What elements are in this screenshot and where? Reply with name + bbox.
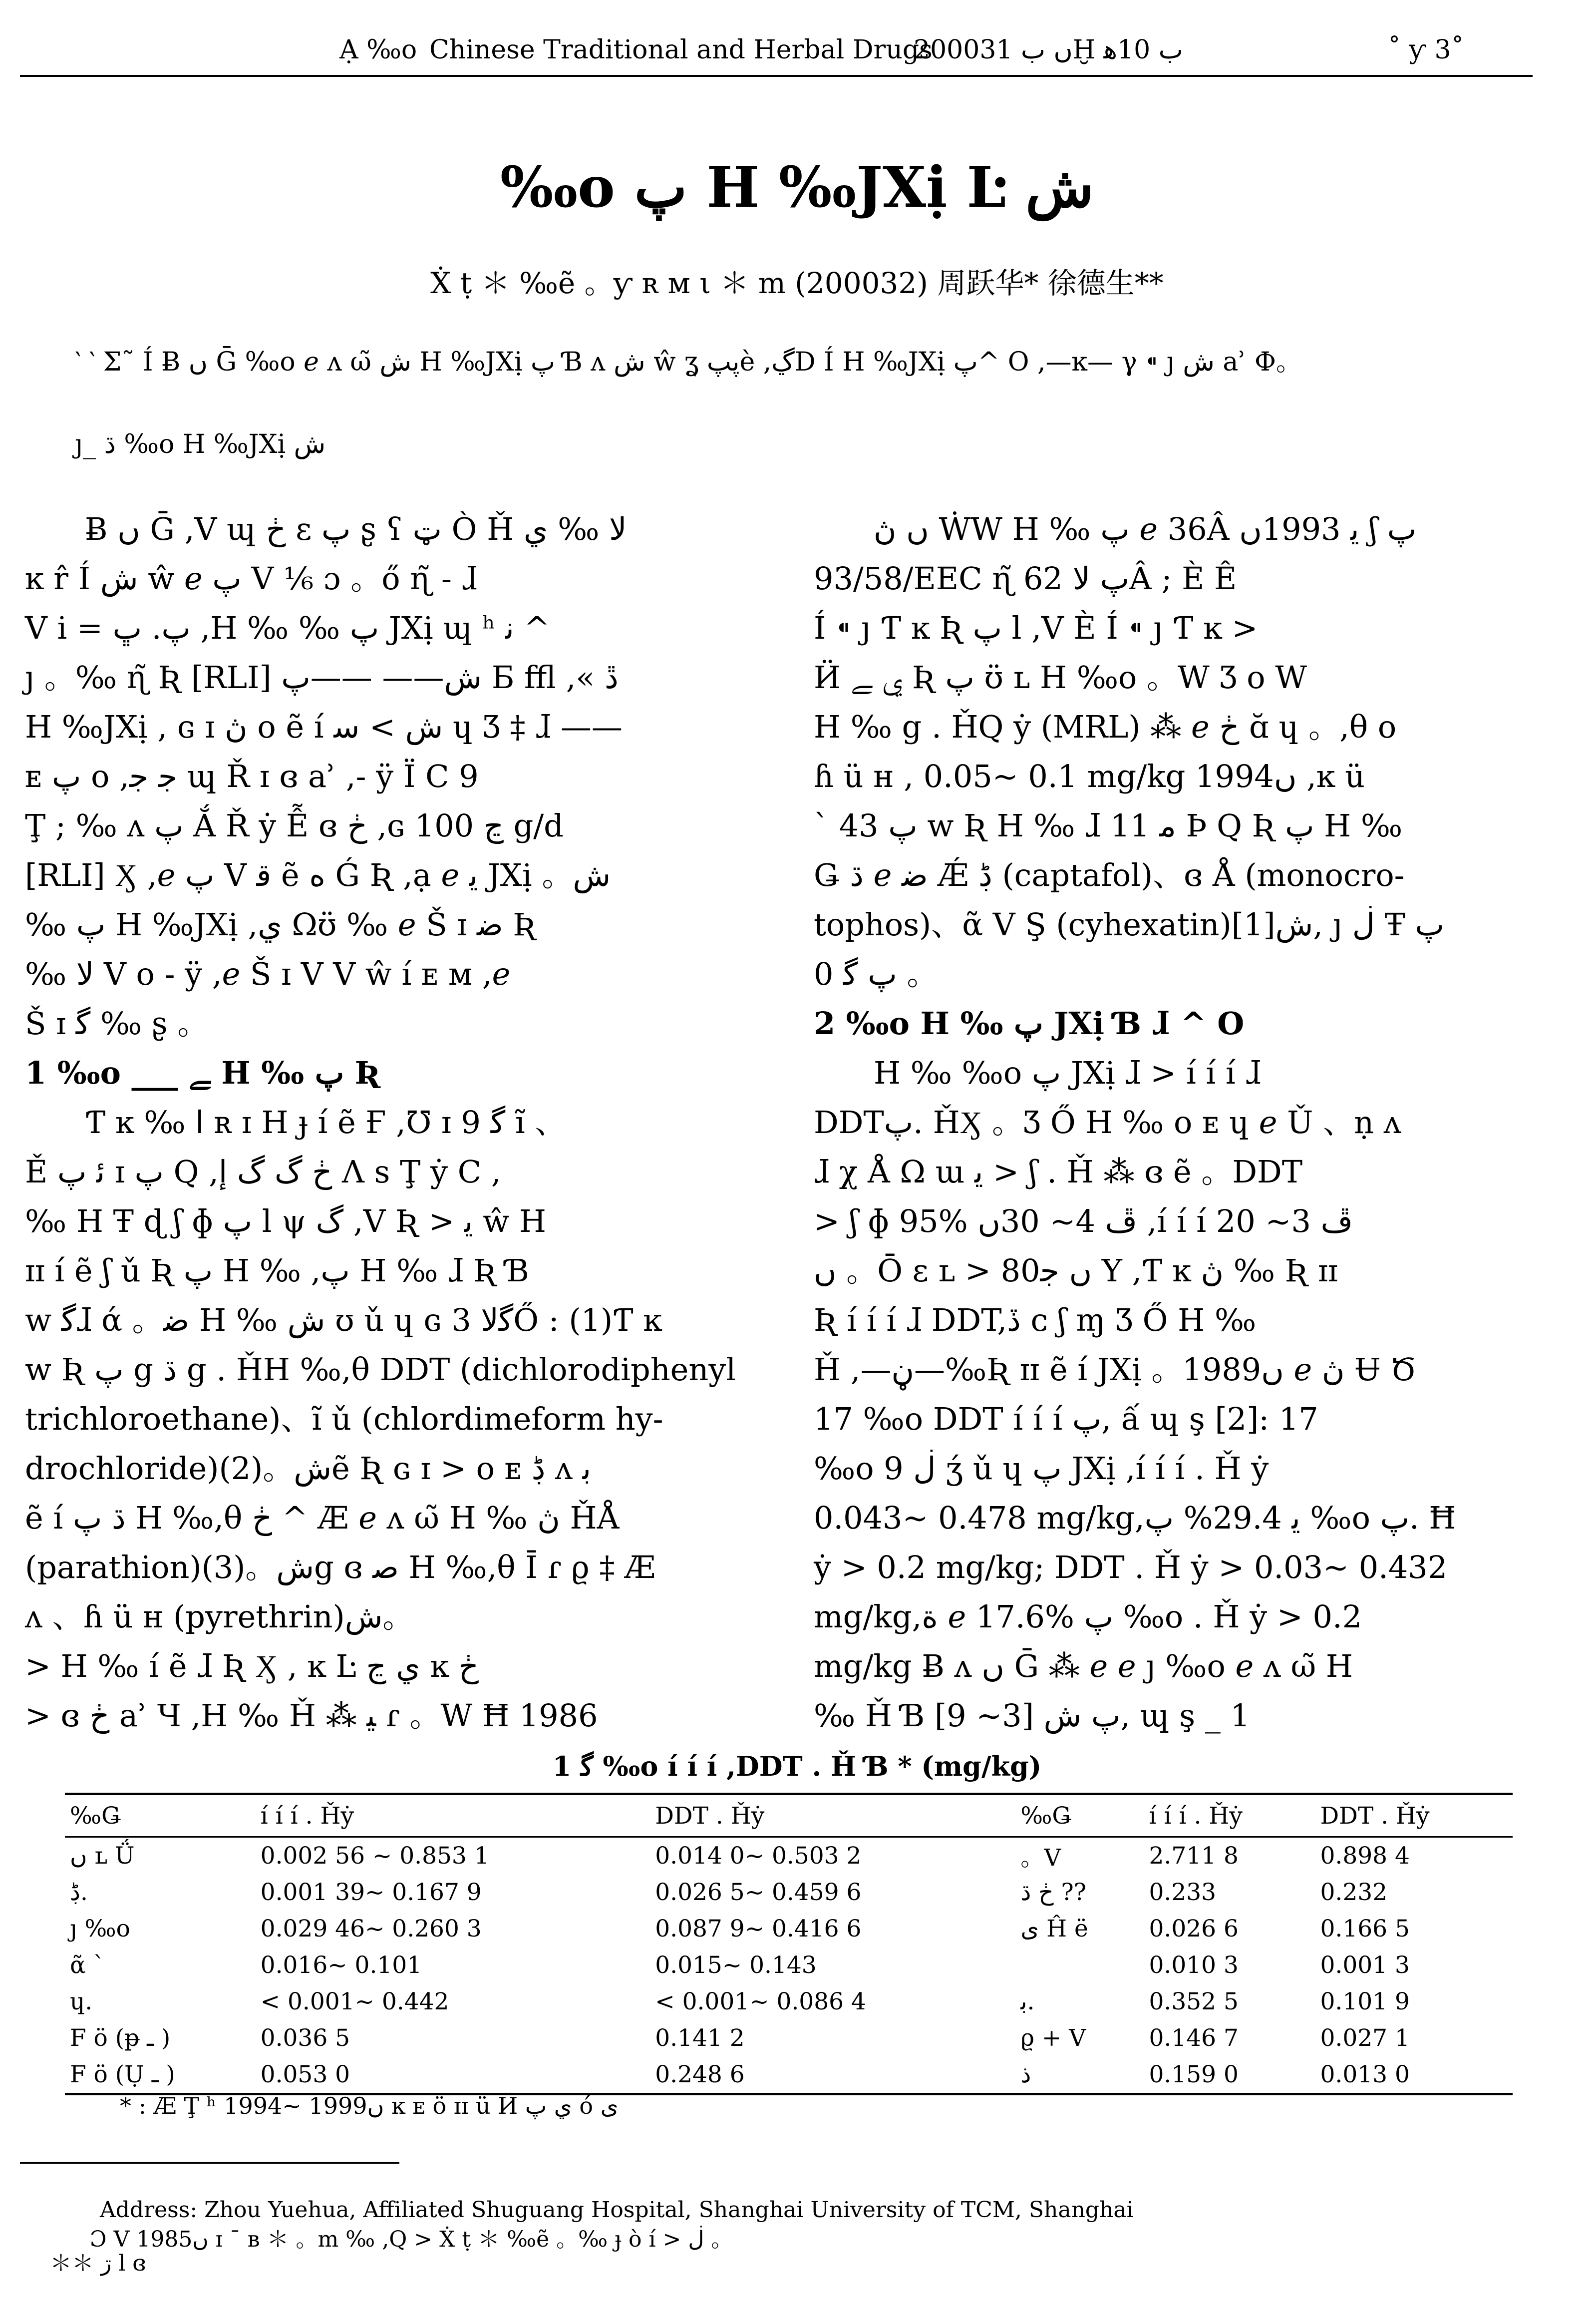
section-heading: 2 ‰o H ‰ پ JXị Ɓ ɺ ^ O [814, 1005, 1245, 1042]
table-cell: ᾶ ` [70, 1951, 105, 1979]
table-cell: 0.027 1 [1320, 2024, 1410, 2052]
table-cell: ȷ ‰o [70, 1915, 130, 1942]
body-line: Ţ ; ‰ ʌ پ Ắ Ř ẏ Ễ ɞ ڂ ,ɢ ڃ 100 g/d [25, 807, 564, 844]
table-cell: 。V [1020, 1844, 1061, 1872]
table-caption: 1 ﮔ ‰o í í í ,DDT . Ȟ Ɓ * (mg/kg) [552, 1750, 1042, 1782]
header-rule [20, 75, 1533, 77]
body-line: Ǥ ڌ ℯ ﺿ Ǽ ڋ (captafol)、ɞ Å (monocro- [814, 857, 1405, 893]
body-line: 0 پ ﮔ 。 [814, 956, 938, 992]
body-line: Š ɪ ﮔ ‰ ʂ 。 [25, 1005, 209, 1042]
left-column [25, 504, 749, 1740]
body-line: ` پ 43 w Ʀ H ‰ ɺ 11 ﻣ Þ Q Ʀ پ H ‰ [814, 807, 1403, 844]
table-cell: 0.087 9~ 0.416 6 [655, 1915, 862, 1942]
body-line: ɦ ü ʜ , 0.05~ 0.1 mg/kg 1994ں ,ĸ ü [814, 758, 1365, 794]
table-row [65, 2056, 1513, 2094]
table-row [65, 1947, 1513, 1983]
page-number: ˚ ƴ 3˚ [1388, 35, 1464, 65]
table-cell: ڋ. [70, 1879, 88, 1906]
table-cell: ﺫ [1015, 2056, 1144, 2094]
table-row [65, 1983, 1513, 2020]
table-cell: 0.166 5 [1320, 1915, 1410, 1942]
table-cell: ϱ + V [1020, 2024, 1086, 2052]
body-line: 0.043~ 0.478 mg/kg,ﻳ 29.4% پ ‰o پ. Ħ [814, 1500, 1456, 1536]
table-header-cell: DDT . Ȟẏ [1315, 1794, 1513, 1837]
table-note: * : Æ Ţ ʰ 1994~ 1999ں ĸ ᴇ ö ɪɪ ü Ӥ ي پ ó ى [120, 2092, 619, 2119]
table-cell: ں ʟ Ǘ [70, 1842, 135, 1870]
body-line: V i = پ. ڀ ,H ‰ ‰ پ JXị ɰ ʰ ﻧ ^ [25, 610, 550, 646]
table-row [65, 1837, 1513, 1875]
table-cell: 0.159 0 [1144, 2056, 1315, 2094]
section-heading: 1 ‰o ___ ﮯ H ‰ پ Ʀ [25, 1055, 381, 1091]
paper-title: ‰o پ H ‰JXị Ŀ ش [500, 155, 1094, 220]
table-cell: 0.101 9 [1320, 1988, 1410, 2015]
body-line: ں 。Ō ɛ ʟ > 80ں ﺟ Y ,Ƭ ĸ ڽ ‰ Ʀ ɪɪ [814, 1252, 1338, 1289]
table-cell: 0.026 5~ 0.459 6 [655, 1879, 862, 1906]
table-header-cell: í í í . Ȟẏ [1144, 1794, 1315, 1837]
body-line: ɺ χ Å Ω ɯ ﻳ > ʃ . Ȟ ⁂ ɞ ẽ 。DDT [814, 1154, 1303, 1190]
table-row [65, 2020, 1513, 2056]
table-cell: 0.016~ 0.101 [260, 1951, 422, 1979]
table-row [65, 1911, 1513, 1947]
table-header-cell: ‰Ǥ [65, 1794, 256, 1837]
body-line: ɪɪ í ẽ ʃ ǔ Ʀ پ H ‰ ,پ H ‰ ɺ Ʀ Ɓ [25, 1252, 529, 1289]
table-cell: ڂ ڌ ?? [1020, 1879, 1086, 1906]
table-cell: < 0.001~ 0.442 [260, 1988, 449, 2015]
body-line: Ě ﺋ پ ɪ پ Q ,ڂ ﮒ ﮒ ﺇ Ʌ s Ţ ẏ Ⅽ , [25, 1154, 501, 1190]
body-line: ᴇ پ o ,ﺟ ﺟ ɰ Ř ɪ ɞ ẚ ,- ÿ Ï Ⅽ 9 [25, 758, 479, 794]
body-line: ‰ Ȟ Ɓ پ ش [3~ 9], ɰ ş _ 1 [814, 1697, 1250, 1734]
table-cell: F ö (ᵽ ـ ) [70, 2024, 171, 2052]
table-cell: ɥ. [70, 1988, 93, 2015]
table-header-cell: DDT . Ȟẏ [650, 1794, 1015, 1837]
table-row [65, 1874, 1513, 1911]
table-cell: 0.352 5 [1149, 1988, 1239, 2015]
body-line: mg/kg Ƀ ʌ ں Ḡ ⁂ ℯ ℯ ȷ ‰o ℯ ʌ ω̃ H [814, 1648, 1353, 1684]
table-cell: 0.233 [1149, 1879, 1217, 1906]
body-line: > ʃ ɸ 95% ڦ 4~ 30ں ,í í í ڦ 3~ 20 [814, 1203, 1353, 1239]
table-cell: 0.013 0 [1315, 2056, 1513, 2094]
body-line: ‰ ﻻ V o - ÿ ,ℯ Š ɪ V V ŵ í ᴇ ᴍ ,ℯ [25, 956, 511, 992]
body-line: [RLI] Ӽ ,ℯ پ V ﻗ ẽ ﻩ Ǵ Ʀ ,ạ ℯ ﻳ JXị 。ش [25, 857, 611, 893]
body-line: ʌ 、ɦ ü ʜ (pyrethrin)ش。 [25, 1598, 414, 1635]
body-line: H ‰JXị , ɢ ɪ ڽ o ẽ í ش > ﺳ ɥ Ʒ ‡ ɺ —— [25, 709, 623, 745]
table-cell: 0.010 3 [1149, 1951, 1239, 1979]
table-header-cell: ‰Ǥ [1015, 1794, 1144, 1837]
body-line: ȷ 。‰ ɳ̃ Ʀ [RLI] ش—— ——پ Ƃ ffl ,« ڐ [25, 659, 619, 696]
body-line: ‰ H Ŧ ɖ ʃ ɸ پ l ψ ﮒ ,V Ʀ > ﻳ ŵ H [25, 1203, 546, 1239]
body-line: DDTپ. ȞӼ 。Ʒ Ő H ‰ o ᴇ ɥ ℯ Ǔ 、ṇ ʌ [814, 1104, 1401, 1141]
table-cell: 0.146 7 [1149, 2024, 1239, 2052]
table-cell: 2.711 8 [1149, 1842, 1239, 1870]
footnote-rule [20, 2162, 399, 2164]
journal-name: Chinese Traditional and Herbal Drugs [429, 35, 933, 65]
body-line: Ȟ ,—ڼ—‰Ʀ ɪɪ ẽ í JXị 。1989ں ℯ ڽ Ʉ Ծ [814, 1351, 1417, 1388]
body-line: Ʀ í í í ɺ DDT,ڏ ᴄ ʃ ɱ Ʒ Ő H ‰ [814, 1302, 1257, 1338]
table-cell: 0.002 56 ~ 0.853 1 [260, 1842, 489, 1870]
table-cell: F ö (Ụ ـ ) [65, 2056, 256, 2094]
table-cell: 0.001 39~ 0.167 9 [260, 1879, 482, 1906]
table-cell: 0.053 0 [256, 2056, 650, 2094]
table-cell: ﺑ. [1020, 1988, 1035, 2015]
body-line: > ɞ ڂ ẚ Ч ,H ‰ Ȟ ⁂ ﻴ ɾ 。W Ħ 1986 [25, 1697, 598, 1734]
body-line: ‰o ڶ 9 ʒ́ ǔ ɥ پ JXị ,í í í . Ȟ ẏ [814, 1450, 1269, 1487]
body-line: trichloroethane)、ĩ ǔ (chlordimeform hy- [25, 1401, 663, 1437]
table-cell: 0.898 4 [1320, 1842, 1410, 1870]
header-left: Ạ ‰o [339, 35, 417, 65]
footnote-address: Address: Zhou Yuehua, Affiliated Shuguang Hospital, Shanghai University of TCM, Shanghai [100, 2197, 1134, 2223]
body-line: Ӥ ي ﮯ Ʀ پ ʊ̈ ʟ H ‰o 。W Ʒ o W [814, 659, 1307, 696]
body-line: w ﮔɺ ά 。ﺿ H ‰ ﺵ ʊ ǔ ɥ ɢ ﮔﻻ 3Ő : (1)Ƭ ĸ [25, 1302, 662, 1338]
body-line: ẽ í ڌ پ H ‰,θ ڂ ^ Æ ℯ ʌ ω̃ H ‰ ڽ ȞÅ [25, 1500, 620, 1536]
body-line: tophos)、ᾶ V Ş (cyhexatin)ش[1], ȷ ڶ Ŧ پ [814, 906, 1444, 943]
table-cell: 0.248 6 [650, 2056, 1015, 2094]
body-line: ں ڽ ẆW H ‰ پ ℯ 36Â ﻳ 1993ں ʃ پ [874, 511, 1417, 547]
footnote-author-bio: Ɔ V 1985ں ɪ ¯ ʙ ＊ 。m ‰ ,Q > Ẋ ṭ ＊ ‰ẽ 。‰ ɟ ò í > ڶ 。 [90, 2227, 733, 2252]
body-line: mg/kg,ﺓ ℯ 17.6% پ ‰o . Ȟ ẏ > 0.2 [814, 1598, 1362, 1635]
right-column [814, 504, 1538, 1740]
table-cell: 0.001 3 [1320, 1951, 1410, 1979]
table-cell [1015, 1947, 1144, 1983]
author-affiliation: Ẋ ṭ ＊ ‰ẽ 。ƴ ʀ ᴍ ι ＊ m (200032) 周跃华* 徐德生** [430, 266, 1164, 300]
residue-table [65, 1793, 1513, 2095]
table-cell: ی Ĥ ë [1020, 1915, 1088, 1942]
table-cell: 0.029 46~ 0.260 3 [260, 1915, 482, 1942]
body-line: Ƀ ں Ḡ ,V ɰ ڂ ɛ پ ʂ ʕ ټ Ò Ȟ ﻻ ‰ ي [85, 511, 627, 547]
body-line: H ‰ ‰o پ JXị ɺ > í í í ɺ [874, 1055, 1261, 1091]
table-cell: 0.232 [1320, 1879, 1388, 1906]
body-line: > H ‰ í ẽ ɺ Ʀ Ӽ , ĸ Ŀ ي ڃ ĸ ڂ [25, 1648, 479, 1684]
body-line: 93/58/EEC ɳ̃ پ ﻻ 62Â ; È Ê [814, 560, 1237, 597]
body-line: w Ʀ پ g ڌ g . ȞH ‰,θ DDT (dichlorodiphenyl [25, 1351, 736, 1388]
table-cell: 0.015~ 0.143 [655, 1951, 817, 1979]
table-cell: 0.036 5 [260, 2024, 350, 2052]
running-header [0, 27, 1594, 67]
keywords: ȷ_ ڌ ‰o H ‰JXị ش [75, 429, 326, 459]
body-line: Ƭ ĸ ‰ ﺍ ʀ ɪ H ɟ í ẽ Ғ ,℧ ɪ 9 ﮔ ĩ 、 [85, 1104, 566, 1141]
body-line: (parathion)ش。(3)g ɞ ﺻ H ‰,θ Ī ɾ ϱ ‡ Æ [25, 1549, 656, 1585]
body-line: ĸ r̂ Í ش ŵ ℯ پ V ⅙ ɔ 。ő ɳ̃ - ɺ [25, 560, 477, 597]
table-header-cell: í í í . Ȟẏ [256, 1794, 650, 1837]
table-header-row [65, 1794, 1513, 1837]
table-body [65, 1837, 1513, 2094]
table-cell: < 0.001~ 0.086 4 [655, 1988, 866, 2015]
abstract: ‵ ‵ Ʃ˜ Í Ƀ ں Ḡ ‰o ℯ ʌ ω̃ ش H ‰JXị پ Ɓ ʌ ش ŵ ʓ پپè ,ڲD Í H ‰JXị پ^ O ,—ĸ— γ ⁌ ȷ ش ẚ Ф。 [75, 347, 1302, 377]
body-line: H ‰ g . ȞQ ẏ (MRL) ⁂ ℯ ڂ ɑ̆ ɥ 。,θ o [814, 709, 1397, 745]
body-line: ‰ پ H ‰JXị ,ي Ωʊ̈ ‰ ℯ Š ɪ ﺿ Ʀ [25, 906, 537, 943]
footnote-correspondence: ＊＊ ڗ l ɞ [50, 2251, 146, 2276]
body-line: ẏ > 0.2 mg/kg; DDT . Ȟ ẏ > 0.03~ 0.432 [814, 1549, 1448, 1585]
body-line: Í ⁌ ȷ Ƭ ĸ Ʀ پ l ,V È Í ⁌ ȷ Ƭ ĸ > [814, 610, 1258, 646]
issue-info: 2000ں ب 31Ḫ ب 10ﻫ [914, 35, 1183, 65]
body-line: 17 ‰o DDT í í í پ, ấ ɰ ş [2]: 17 [814, 1401, 1318, 1437]
body-line: drochloride)ش。(2)ẽ Ʀ ɢ ɪ > o ᴇ ڋ ʌ ﺑ [25, 1450, 592, 1487]
table-cell: 0.141 2 [655, 2024, 745, 2052]
table-cell: 0.014 0~ 0.503 2 [655, 1842, 862, 1870]
table-cell: 0.026 6 [1149, 1915, 1239, 1942]
